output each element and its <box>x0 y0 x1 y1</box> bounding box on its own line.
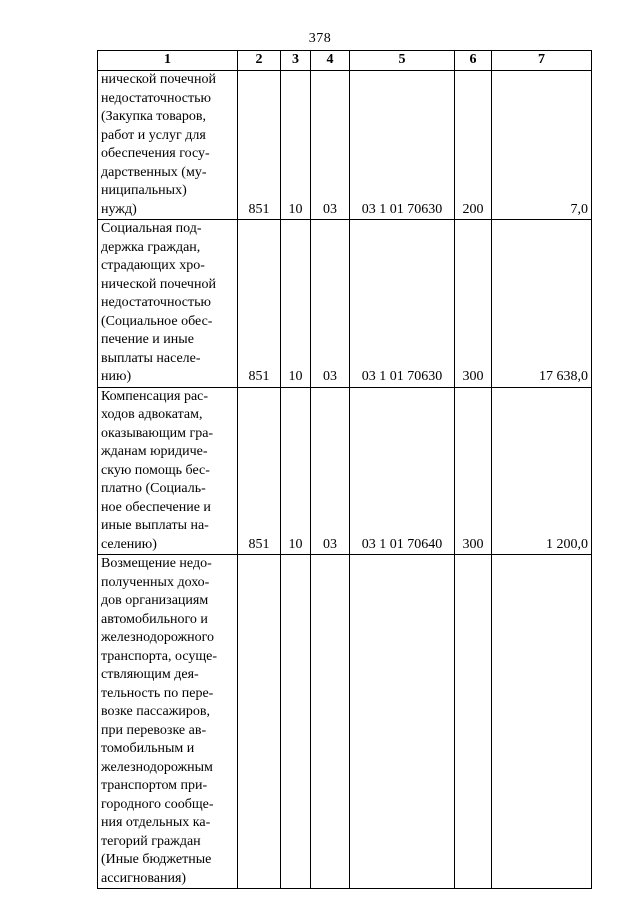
target-article-code <box>350 555 455 889</box>
row-description: Социальная под- держка граждан, страдающих хро- нической почечной недостаточностью (Социальное обес- печение и иные выплаты населе- нию) <box>98 220 238 388</box>
subsection-code: 03 <box>311 71 350 220</box>
row-description: нической почечной недостаточностью (Закупка товаров, работ и услуг для обеспечения госу- дарственных (му- ниципальных) нужд) <box>98 71 238 220</box>
table-row <box>98 387 592 555</box>
expense-type-code: 300 <box>455 220 492 388</box>
amount: 1 200,0 <box>492 387 592 555</box>
ministry-code: 851 <box>238 220 281 388</box>
table-row <box>98 71 592 220</box>
section-code: 10 <box>281 387 311 555</box>
amount: 7,0 <box>492 71 592 220</box>
row-description: Возмещение недо- полученных дохо- дов организациям автомобильного и железнодорожного транспорта, осуще- ствляющим дея- тельность по пере- возке пассажиров, при перевозке ав- томобильным и железнодорожным транспортом при- городного сообще- ния отдельных ка- тегорий граждан (Иные бюджетные ассигнования) <box>98 555 238 889</box>
target-article-code: 03 1 01 70630 <box>350 220 455 388</box>
expense-type-code: 300 <box>455 387 492 555</box>
ministry-code: 851 <box>238 71 281 220</box>
table-row <box>98 220 592 388</box>
column-header: 1 <box>98 51 238 71</box>
section-code: 10 <box>281 71 311 220</box>
target-article-code: 03 1 01 70640 <box>350 387 455 555</box>
column-header: 2 <box>238 51 281 71</box>
amount: 17 638,0 <box>492 220 592 388</box>
amount <box>492 555 592 889</box>
ministry-code <box>238 555 281 889</box>
column-header: 7 <box>492 51 592 71</box>
page-number: 378 <box>308 31 332 46</box>
target-article-code: 03 1 01 70630 <box>350 71 455 220</box>
ministry-code: 851 <box>238 387 281 555</box>
subsection-code: 03 <box>311 220 350 388</box>
table-row <box>98 555 592 889</box>
column-header: 6 <box>455 51 492 71</box>
expense-type-code: 200 <box>455 71 492 220</box>
subsection-code <box>311 555 350 889</box>
column-header: 3 <box>281 51 311 71</box>
section-code <box>281 555 311 889</box>
budget-table <box>97 50 592 889</box>
expense-type-code <box>455 555 492 889</box>
table-header-row <box>98 51 592 71</box>
subsection-code: 03 <box>311 387 350 555</box>
column-header: 4 <box>311 51 350 71</box>
column-header: 5 <box>350 51 455 71</box>
row-description: Компенсация рас- ходов адвокатам, оказывающим гра- жданам юридиче- скую помощь бес- платно (Социаль- ное обеспечение и иные выплаты на- селению) <box>98 387 238 555</box>
section-code: 10 <box>281 220 311 388</box>
